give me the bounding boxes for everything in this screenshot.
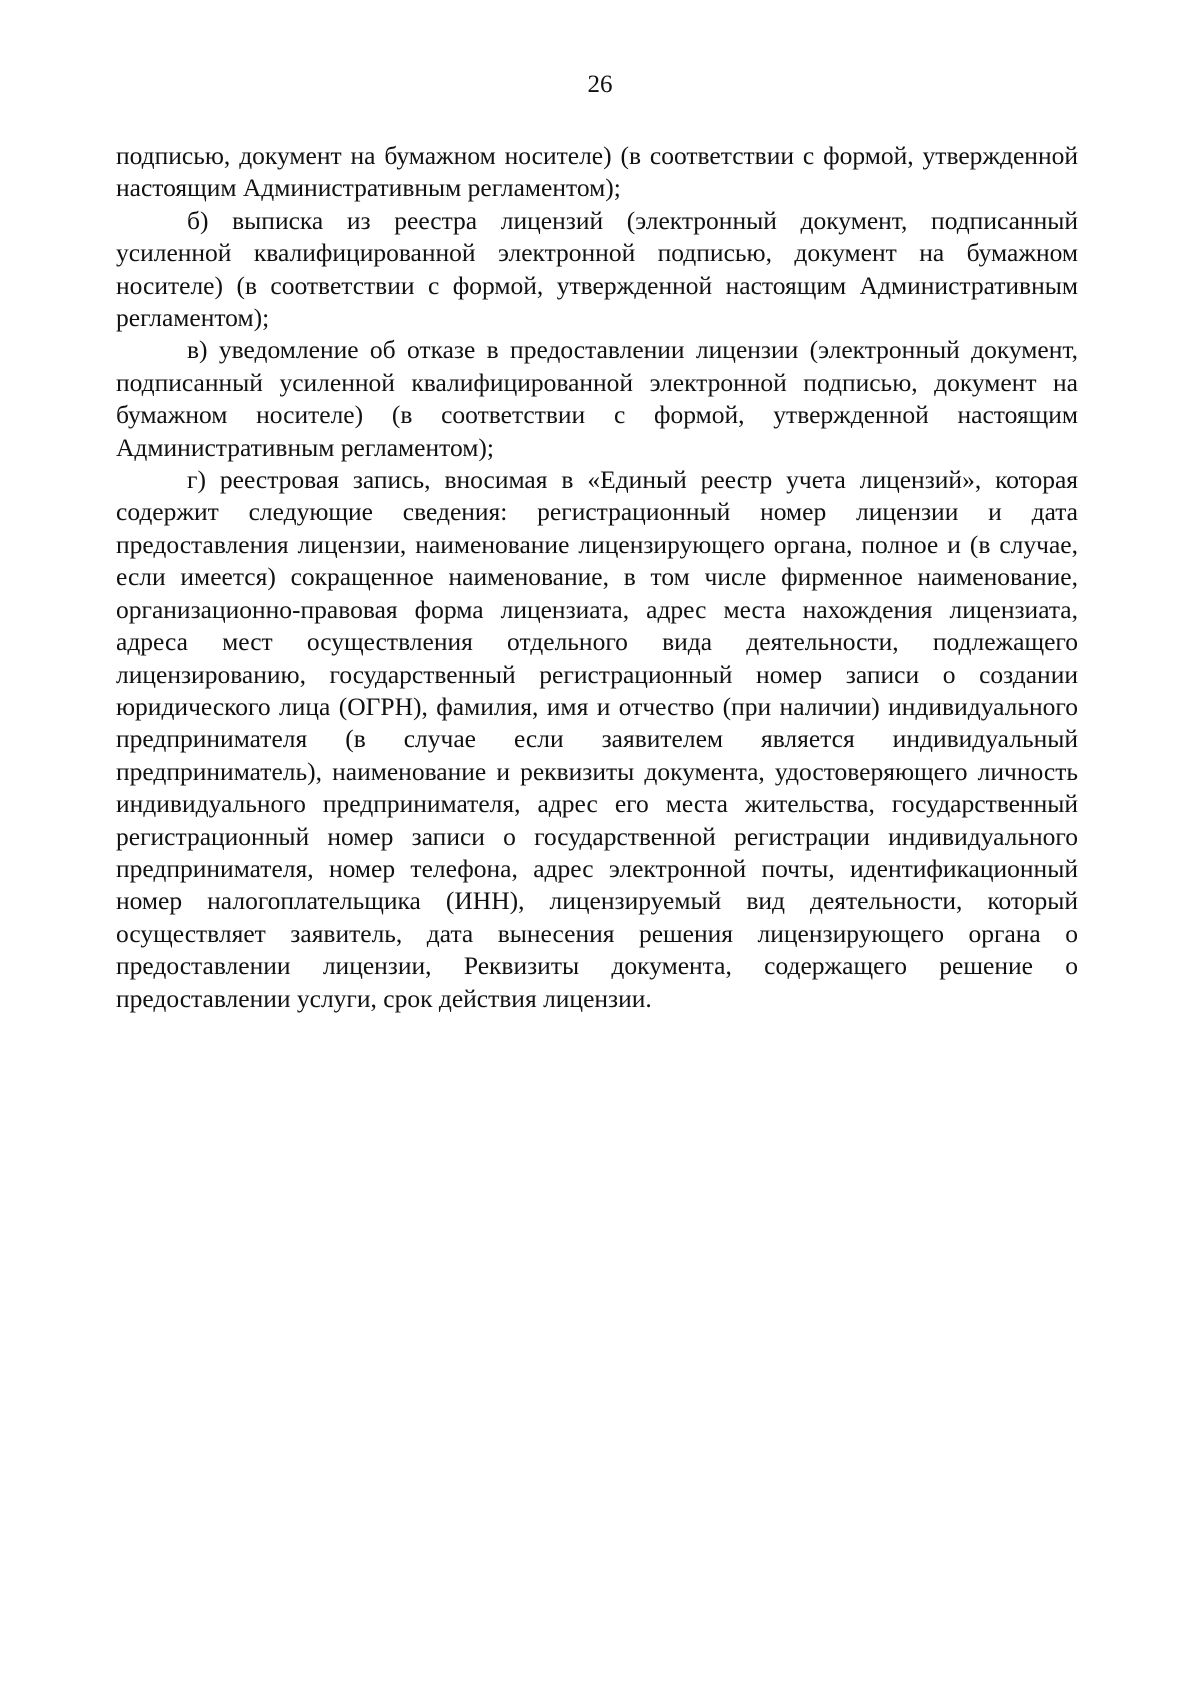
paragraph-item-b: б) выписка из реестра лицензий (электронный документ, подписанный усиленной квалифицированной электронной подписью, документ на бумажном носителе) (в соответствии с формой, утвержденной настоящим Административным регламентом); [116,205,1078,333]
document-body [116,140,1078,1015]
paragraph-continuation: подписью, документ на бумажном носителе) (в соответствии с формой, утвержденной настоящим Административным регламентом); [116,141,1078,203]
page-number: 26 [587,71,613,98]
paragraph-item-v: в) уведомление об отказе в предоставлении лицензии (электронный документ, подписанный усиленной квалифицированной электронной подписью, документ на бумажном носителе) (в соответствии с формой, утвержденной настоящим Административным регламентом); [116,335,1078,462]
paragraph-item-g: г) реестровая запись, вносимая в «Единый реестр учета лицензий», которая содержит следующие сведения: регистрационный номер лицензии и дата предоставления лицензии, наименование лицензирующего органа, полное и (в случае, если имеется) сокращенное наименование, в том числе фирменное наименование, организационно-правовая форма лицензиата, адрес места нахождения лицензиата, адреса мест осуществления отдельного вида деятельности, подлежащего лицензированию, государственный регистрационный номер записи о создании юридического лица (ОГРН), фамилия, имя и отчество (при наличии) индивидуального предпринимателя (в случае если заявителем является индивидуальный предприниматель), наименование и реквизиты документа, удостоверяющего личность индивидуального предпринимателя, адрес его места жительства, государственный регистрационный номер записи о государственной регистрации индивидуального предпринимателя, номер телефона, адрес электронной почты, идентификационный номер налогоплательщика (ИНН), лицензируемый вид деятельности, который осуществляет заявитель, дата вынесения решения лицензирующего органа о предоставлении лицензии, Реквизиты документа, содержащего решение о предоставлении услуги, срок действия лицензии. [116,465,1078,1013]
